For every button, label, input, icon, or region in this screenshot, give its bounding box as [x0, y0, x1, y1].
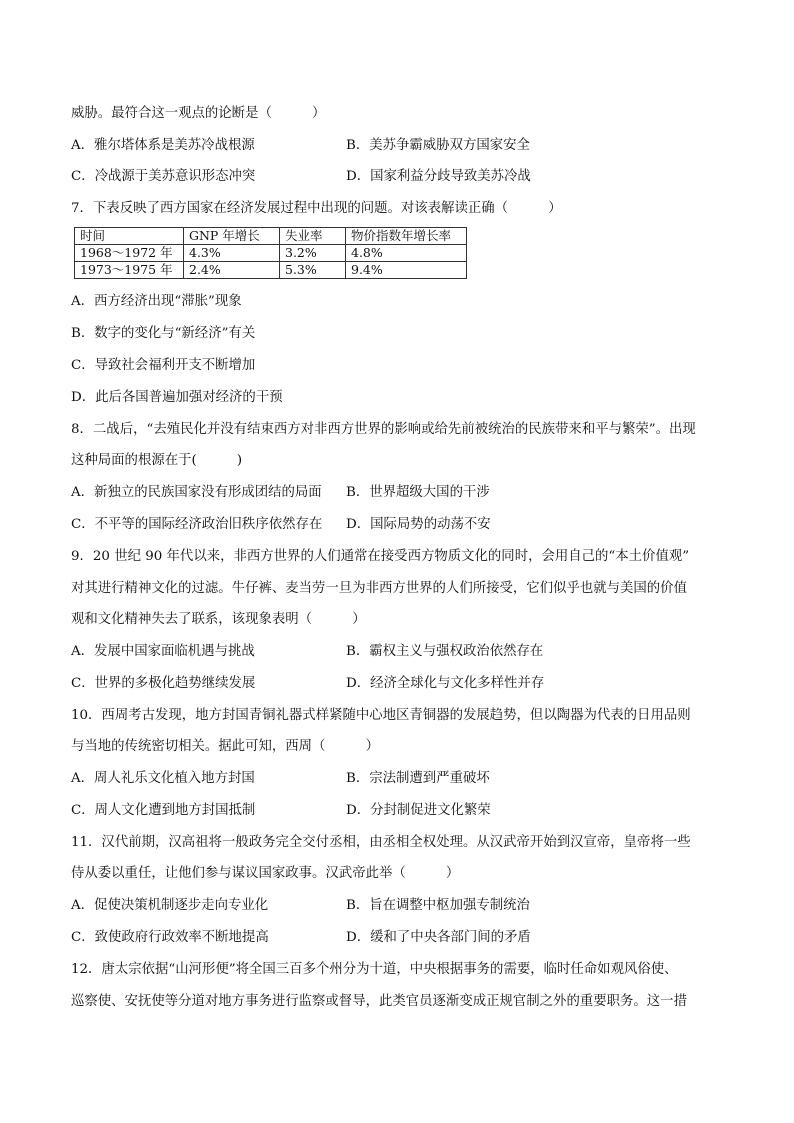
q9-option-a[interactable]: A．发展中国家面临机遇与挑战	[71, 644, 255, 659]
q11-option-b[interactable]: B．旨在调整中枢加强专制统治	[346, 898, 530, 913]
q10-stem-line1: 10．西周考古发现，地方封国青铜礼器式样紧随中心地区青铜器的发展趋势，但以陶器为代表的日用品则	[71, 708, 691, 723]
q8-stem-line1: 8．二战后，“去殖民化并没有结束西方对非西方世界的影响或给先前被统治的民族带来和平与繁荣”。出现	[71, 422, 696, 437]
q9-stem-line3: 观和文化精神失去了联系，该现象表明（ ）	[71, 612, 366, 627]
q6-option-b[interactable]: B．美苏争霸威胁双方国家安全	[346, 138, 530, 153]
q12-stem-line1: 12．唐太宗依据“山河形便”将全国三百多个州分为十道，中央根据事务的需要，临时任命如观风俗使、	[71, 962, 678, 977]
q10-option-a[interactable]: A．周人礼乐文化植入地方封国	[71, 771, 255, 786]
q11-option-c[interactable]: C．致使政府行政效率不断地提高	[71, 930, 269, 945]
q9-option-b[interactable]: B．霸权主义与强权政治依然存在	[346, 644, 544, 659]
q10-stem-line2: 与当地的传统密切相关。据此可知，西周（ ）	[71, 739, 379, 754]
q6-option-d[interactable]: D．国家利益分歧导致美苏冷战	[346, 169, 531, 184]
q6-option-c[interactable]: C．冷战源于美苏意识形态冲突	[71, 169, 256, 184]
q9-option-c[interactable]: C．世界的多极化趋势继续发展	[71, 676, 256, 691]
table-cell: 3.2%	[280, 245, 346, 262]
table-cell: 1968～1972 年	[75, 245, 184, 262]
table-cell: 5.3%	[280, 262, 346, 279]
q10-option-d[interactable]: D．分封制促进文化繁荣	[346, 803, 491, 818]
table-cell: 4.8%	[346, 245, 467, 262]
q8-stem-line2: 这种局面的根源在于( )	[71, 453, 243, 468]
table-row	[75, 245, 467, 262]
table-header-cell: 时间	[75, 228, 184, 245]
q7-option-d[interactable]: D．此后各国普遍加强对经济的干预	[71, 390, 283, 405]
q9-option-d[interactable]: D．经济全球化与文化多样性并存	[346, 676, 545, 691]
q6-stem-tail: 威胁。最符合这一观点的论断是（ ）	[71, 106, 326, 121]
table-header-cell: GNP 年增长	[184, 228, 280, 245]
q7-table	[74, 227, 467, 279]
table-row	[75, 262, 467, 279]
q12-stem-line2: 巡察使、安抚使等分道对地方事务进行监察或督导，此类官员逐渐变成正规官制之外的重要职务。这一措	[71, 994, 687, 1009]
q7-option-c[interactable]: C．导致社会福利开支不断增加	[71, 358, 256, 373]
q11-stem-line1: 11．汉代前期，汉高祖将一般政务完全交付丞相，由丞相全权处理。从汉武帝开始到汉宣帝，皇帝将一些	[71, 835, 691, 850]
table-header-cell: 物价指数年增长率	[346, 228, 467, 245]
table-header-row	[75, 228, 467, 245]
q9-stem-line2: 对其进行精神文化的过滤。牛仔裤、麦当劳一旦为非西方世界的人们所接受，它们似乎也就与美国的价值	[71, 581, 687, 596]
table-header-cell: 失业率	[280, 228, 346, 245]
q11-option-d[interactable]: D．缓和了中央各部门间的矛盾	[346, 930, 531, 945]
q8-option-a[interactable]: A．新独立的民族国家没有形成团结的局面	[71, 485, 322, 500]
q8-option-b[interactable]: B．世界超级大国的干涉	[346, 485, 490, 500]
table-cell: 2.4%	[184, 262, 280, 279]
q7-stem: 7．下表反映了西方国家在经济发展过程中出现的问题。对该表解读正确（ ）	[71, 201, 562, 216]
q8-option-d[interactable]: D．国际局势的动荡不安	[346, 517, 491, 532]
q7-option-a[interactable]: A．西方经济出现“滞胀”现象	[71, 294, 242, 309]
q7-option-b[interactable]: B．数字的变化与“新经济”有关	[71, 326, 256, 341]
table-cell: 1973～1975 年	[75, 262, 184, 279]
q10-option-b[interactable]: B．宗法制遭到严重破坏	[346, 771, 490, 786]
q6-option-a[interactable]: A．雅尔塔体系是美苏冷战根源	[71, 138, 255, 153]
table-cell: 4.3%	[184, 245, 280, 262]
q11-option-a[interactable]: A．促使决策机制逐步走向专业化	[71, 898, 269, 913]
q10-option-c[interactable]: C．周人文化遭到地方封国抵制	[71, 803, 256, 818]
q8-option-c[interactable]: C．不平等的国际经济政治旧秩序依然存在	[71, 517, 323, 532]
table-cell: 9.4%	[346, 262, 467, 279]
q11-stem-line2: 侍从委以重任，让他们参与谋议国家政事。汉武帝此举（ ）	[71, 866, 460, 881]
q9-stem-line1: 9．20 世纪 90 年代以来，非西方世界的人们通常在接受西方物质文化的同时，会用自己的“本土价值观”	[71, 549, 690, 564]
